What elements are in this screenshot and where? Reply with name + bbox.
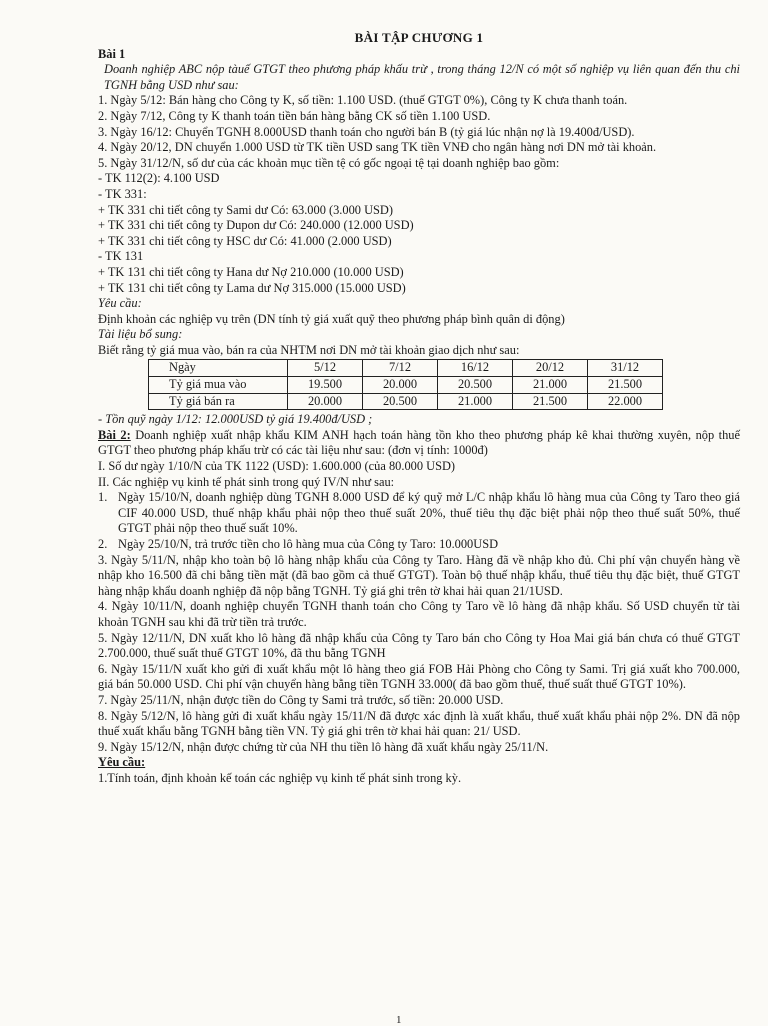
page-number: 1 — [396, 1014, 402, 1026]
list-item-number: 1. — [98, 490, 108, 505]
balance-line: + TK 331 chi tiết công ty Sami dư Có: 63.000 (3.000 USD) — [98, 202, 394, 217]
list-item-text: Ngày 25/10/N, trả trước tiền cho lô hàng mua của Công ty Taro: 10.000USD — [118, 537, 499, 551]
bai2-item: 8. Ngày 5/12/N, lô hàng gửi đi xuất khẩu ngày 15/11/N đã được xác định là xuất khẩu, thuế xuất khẩu phải nộp 2%. DN đã nộp thuế xuất khẩu bằng TGNH bằng tiền VN. Tỷ giá ghi trên tờ khai hải quan: 21/ USD. — [98, 708, 740, 739]
bai1-supplement: Biết rằng tỷ giá mua vào, bán ra của NHTM nơi DN mở tài khoản giao dịch như sau: — [98, 342, 520, 357]
bai1-intro: Doanh nghiệp ABC nộp tàuế GTGT theo phương pháp khấu trừ , trong tháng 12/N có một số nghiệp vụ liên quan đến thu chi TGNH bằng USD như sau: — [104, 62, 740, 92]
balance-line: + TK 331 chi tiết công ty HSC dư Có: 41.000 (2.000 USD) — [98, 233, 392, 248]
list-item-text: Ngày 15/10/N, doanh nghiệp dùng TGNH 8.000 USD để ký quỹ mở L/C nhập khẩu lô hàng mua của Công ty Taro theo giá CIF 40.000 USD, thuế nhập khẩu phải nộp theo thuế suất 20%, thuế tiêu thụ đặc biệt phải nộp theo thuế suất 50%, thuế GTGT phải nộp theo thuế suất 10%. — [118, 490, 740, 536]
table-cell: 20.500 — [363, 393, 438, 410]
balance-line: + TK 131 chi tiết công ty Lama dư Nợ 315.000 (15.000 USD) — [98, 280, 406, 295]
exchange-rate-table — [148, 359, 663, 410]
table-header-cell: 20/12 — [513, 360, 588, 377]
balance-line: + TK 331 chi tiết công ty Dupon dư Có: 240.000 (12.000 USD) — [98, 218, 414, 233]
bai1-item: 3. Ngày 16/12: Chuyển TGNH 8.000USD thanh toán cho người bán B (tỷ giá lúc nhận nợ là 19.400đ/USD). — [98, 124, 635, 139]
table-cell: 21.500 — [588, 377, 663, 394]
table-cell: 20.000 — [363, 377, 438, 394]
page-title: BÀI TẬP CHƯƠNG 1 — [354, 30, 484, 45]
table-header-cell: 5/12 — [288, 360, 363, 377]
balance-line: - TK 112(2): 4.100 USD — [98, 171, 220, 186]
table-cell: 21.000 — [513, 377, 588, 394]
bai2-heading: Bài 2: — [98, 427, 131, 442]
table-cell: Tỷ giá bán ra — [149, 393, 288, 410]
table-row — [149, 377, 663, 394]
table-header-cell: Ngày — [149, 360, 288, 377]
balance-line: + TK 131 chi tiết công ty Hana dư Nợ 210.000 (10.000 USD) — [98, 264, 404, 279]
bai2-requirement-label: Yêu cầu: — [98, 755, 146, 770]
bai1-heading: Bài 1 — [98, 46, 126, 61]
table-header-cell: 16/12 — [438, 360, 513, 377]
bai2-item: 7. Ngày 25/11/N, nhận được tiền do Công ty Sami trả trước, số tiền: 20.000 USD. — [98, 692, 504, 707]
table-cell: 20.500 — [438, 377, 513, 394]
table-cell: 21.000 — [438, 393, 513, 410]
bai2-intro: Doanh nghiệp xuất nhập khẩu KIM ANH hạch toán hàng tồn kho theo phương pháp kê khai thường xuyên, nộp thuế GTGT theo phương pháp khấu trừ có các tài liệu như sau: (đơn vị tính: 1000đ) — [98, 427, 740, 458]
table-cell: Tỷ giá mua vào — [149, 377, 288, 394]
bai1-requirement-label: Yêu cầu: — [98, 296, 142, 311]
bai2-transactions-heading: II. Các nghiệp vụ kinh tế phát sinh trong quý IV/N như sau: — [98, 474, 395, 489]
bai2-intro-paragraph — [98, 428, 740, 459]
bai2-item: 6. Ngày 15/11/N xuất kho gửi đi xuất khẩu một lô hàng theo giá FOB Hải Phòng cho Công ty Sami. Trị giá xuất kho 700.000, giá bán 50.000 USD. Chi phí vận chuyển hàng bằng tiền TGNH 33.000( đã bao gồm thuế, thuế suất thuế GTGT 10%). — [98, 661, 740, 692]
bai1-supplement-label: Tài liệu bổ sung: — [98, 327, 183, 342]
bai2-item: 5. Ngày 12/11/N, DN xuất kho lô hàng đã nhập khẩu của Công ty Taro bán cho Công ty Hoa Mai giá bán chưa có thuế GTGT 2.700.000, thuế suất thuế GTGT 10%, đã thu bằng TGNH — [98, 630, 740, 661]
bai1-item: 5. Ngày 31/12/N, số dư của các khoản mục tiền tệ có gốc ngoại tệ tại doanh nghiệp bao gồm: — [98, 155, 560, 170]
bai1-requirement: Định khoản các nghiệp vụ trên (DN tính tỷ giá xuất quỹ theo phương pháp bình quân di động) — [98, 311, 565, 326]
table-row — [149, 393, 663, 410]
bai2-item: 4. Ngày 10/11/N, doanh nghiệp chuyển TGNH thanh toán cho Công ty Taro về lô hàng đã nhập khẩu. Số USD chuyển từ tài khoản TGNH sau khi đã trừ tiền trả trước. — [98, 599, 740, 629]
list-item — [98, 490, 740, 537]
bai1-item: 1. Ngày 5/12: Bán hàng cho Công ty K, số tiền: 1.100 USD. (thuế GTGT 0%), Công ty K chưa thanh toán. — [98, 93, 628, 108]
bai2-requirement: 1.Tính toán, định khoản kế toán các nghiệp vụ kinh tế phát sinh trong kỳ. — [98, 770, 462, 785]
bai2-item: 3. Ngày 5/11/N, nhập kho toàn bộ lô hàng nhập khẩu của Công ty Taro. Hàng đã về nhập kho đủ. Chi phí vận chuyển hàng về nhập kho 16.500 đã chi bằng tiền mặt (đã bao gồm cả thuế GTGT). Toàn bộ thuế nhập khẩu, thuế tiêu thụ đặc biệt, thuế GTGT hàng nhập khẩu doanh nghiệp đã nộp bằng TGNH. Tỷ giá ghi trên tờ khai hải quan 21/1USD. — [98, 552, 740, 598]
balance-line: - TK 131 — [98, 249, 144, 264]
table-cell: 22.000 — [588, 393, 663, 410]
table-cell: 19.500 — [288, 377, 363, 394]
bai1-item: 2. Ngày 7/12, Công ty K thanh toán tiền bán hàng bằng CK số tiền 1.100 USD. — [98, 108, 491, 123]
table-cell: 20.000 — [288, 393, 363, 410]
list-item-number: 2. — [98, 537, 108, 551]
balance-line: - TK 331: — [98, 186, 147, 201]
bai1-item: 4. Ngày 20/12, DN chuyển 1.000 USD từ TK tiền USD sang TK tiền VNĐ cho ngân hàng nơi DN mở tài khoản. — [98, 140, 657, 155]
document-page — [98, 30, 740, 787]
table-header-cell: 7/12 — [363, 360, 438, 377]
bai2-opening-balance: I. Số dư ngày 1/10/N của TK 1122 (USD): 1.600.000 (của 80.000 USD) — [98, 459, 456, 474]
list-item — [98, 537, 740, 553]
table-header-row — [149, 360, 663, 377]
table-header-cell: 31/12 — [588, 360, 663, 377]
opening-fund-note: - Tồn quỹ ngày 1/12: 12.000USD tỷ giá 19.400đ/USD ; — [98, 412, 373, 427]
table-cell: 21.500 — [513, 393, 588, 410]
bai2-item: 9. Ngày 15/12/N, nhận được chứng từ của NH thu tiền lô hàng đã xuất khẩu ngày 25/11/N. — [98, 739, 549, 754]
